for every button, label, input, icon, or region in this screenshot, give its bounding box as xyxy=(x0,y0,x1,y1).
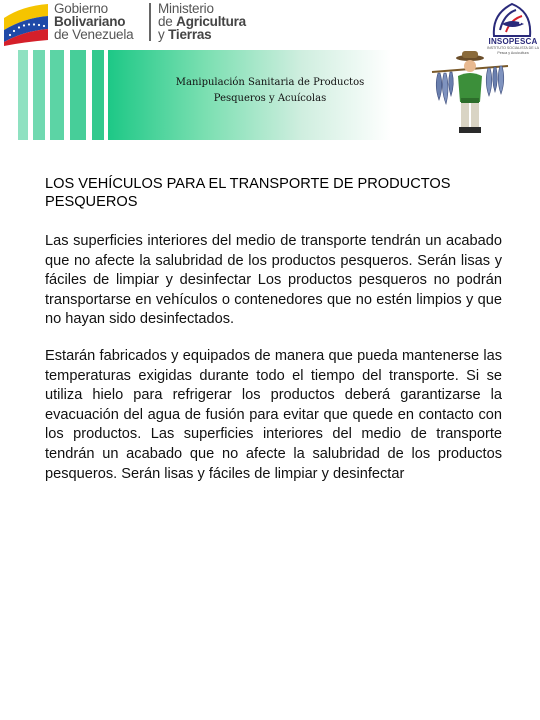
ministry-line-3-prefix: y xyxy=(158,27,169,42)
section-heading: LOS VEHÍCULOS PARA EL TRANSPORTE DE PRODUCTOS PESQUEROS xyxy=(45,176,451,210)
banner-stripe xyxy=(33,50,45,140)
institute-subtitle-2: Pesca y Acuicultura xyxy=(497,50,529,55)
banner-title-line-2: Pesqueros y Acuícolas xyxy=(213,93,327,104)
ministry-line-1: Ministerio xyxy=(158,1,214,16)
ministry-line-2-prefix: de xyxy=(158,14,177,29)
venezuela-flag-icon xyxy=(2,4,50,46)
institute-name: INSOPESCA xyxy=(488,37,538,46)
banner-title-line-1: Manipulación Sanitaria de Productos xyxy=(175,77,365,88)
government-logo xyxy=(0,0,150,48)
gov-line-1: Gobierno xyxy=(54,1,108,16)
gov-line-2: Bolivariano xyxy=(54,14,126,29)
banner-stripe xyxy=(50,50,64,140)
ministry-line-3 xyxy=(158,28,246,41)
paragraph-2: Estarán fabricados y equipados de manera que pueda mantenerse las temperaturas exigidas durante todo el tiempo del transporte. Si se utiliza hielo para refrigerar los productos deberá garantizarse la evacuación del agua de fusión para evitar que quede en contacto con los productos. Las superficies interiores del medio de transporte tendrán un acabado que no afecte la salubridad de los productos pesqueros. Serán lisas y fáciles de limpiar y desinfectar xyxy=(45,348,502,482)
banner-stripe xyxy=(18,50,28,140)
institute-subtitle-1: INSTITUTO SOCIALISTA DE LA xyxy=(487,46,539,50)
paragraph-1: Las superficies interiores del medio de transporte tendrán un acabado que no afecte la salubridad de los productos pesqueros. Serán lisas y fáciles de limpiar y desinfectar Los productos pesqueros no podrán transportarse en vehículos o contenedores que no estén limpios y que no hayan sido desinfectados. xyxy=(45,233,502,328)
gov-line-3: de Venezuela xyxy=(54,27,134,42)
banner-title xyxy=(140,75,400,107)
fish-emblem-icon xyxy=(486,0,540,38)
ministry-name xyxy=(158,2,246,41)
government-name xyxy=(54,2,133,41)
banner-stripe xyxy=(92,50,104,140)
banner-stripe xyxy=(70,50,86,140)
fisherman-with-fish-icon xyxy=(430,50,510,140)
logo-divider xyxy=(149,3,151,41)
ministry-line-2-bold: Agricultura xyxy=(176,14,246,29)
ministry-line-3-bold: Tierras xyxy=(168,27,212,42)
